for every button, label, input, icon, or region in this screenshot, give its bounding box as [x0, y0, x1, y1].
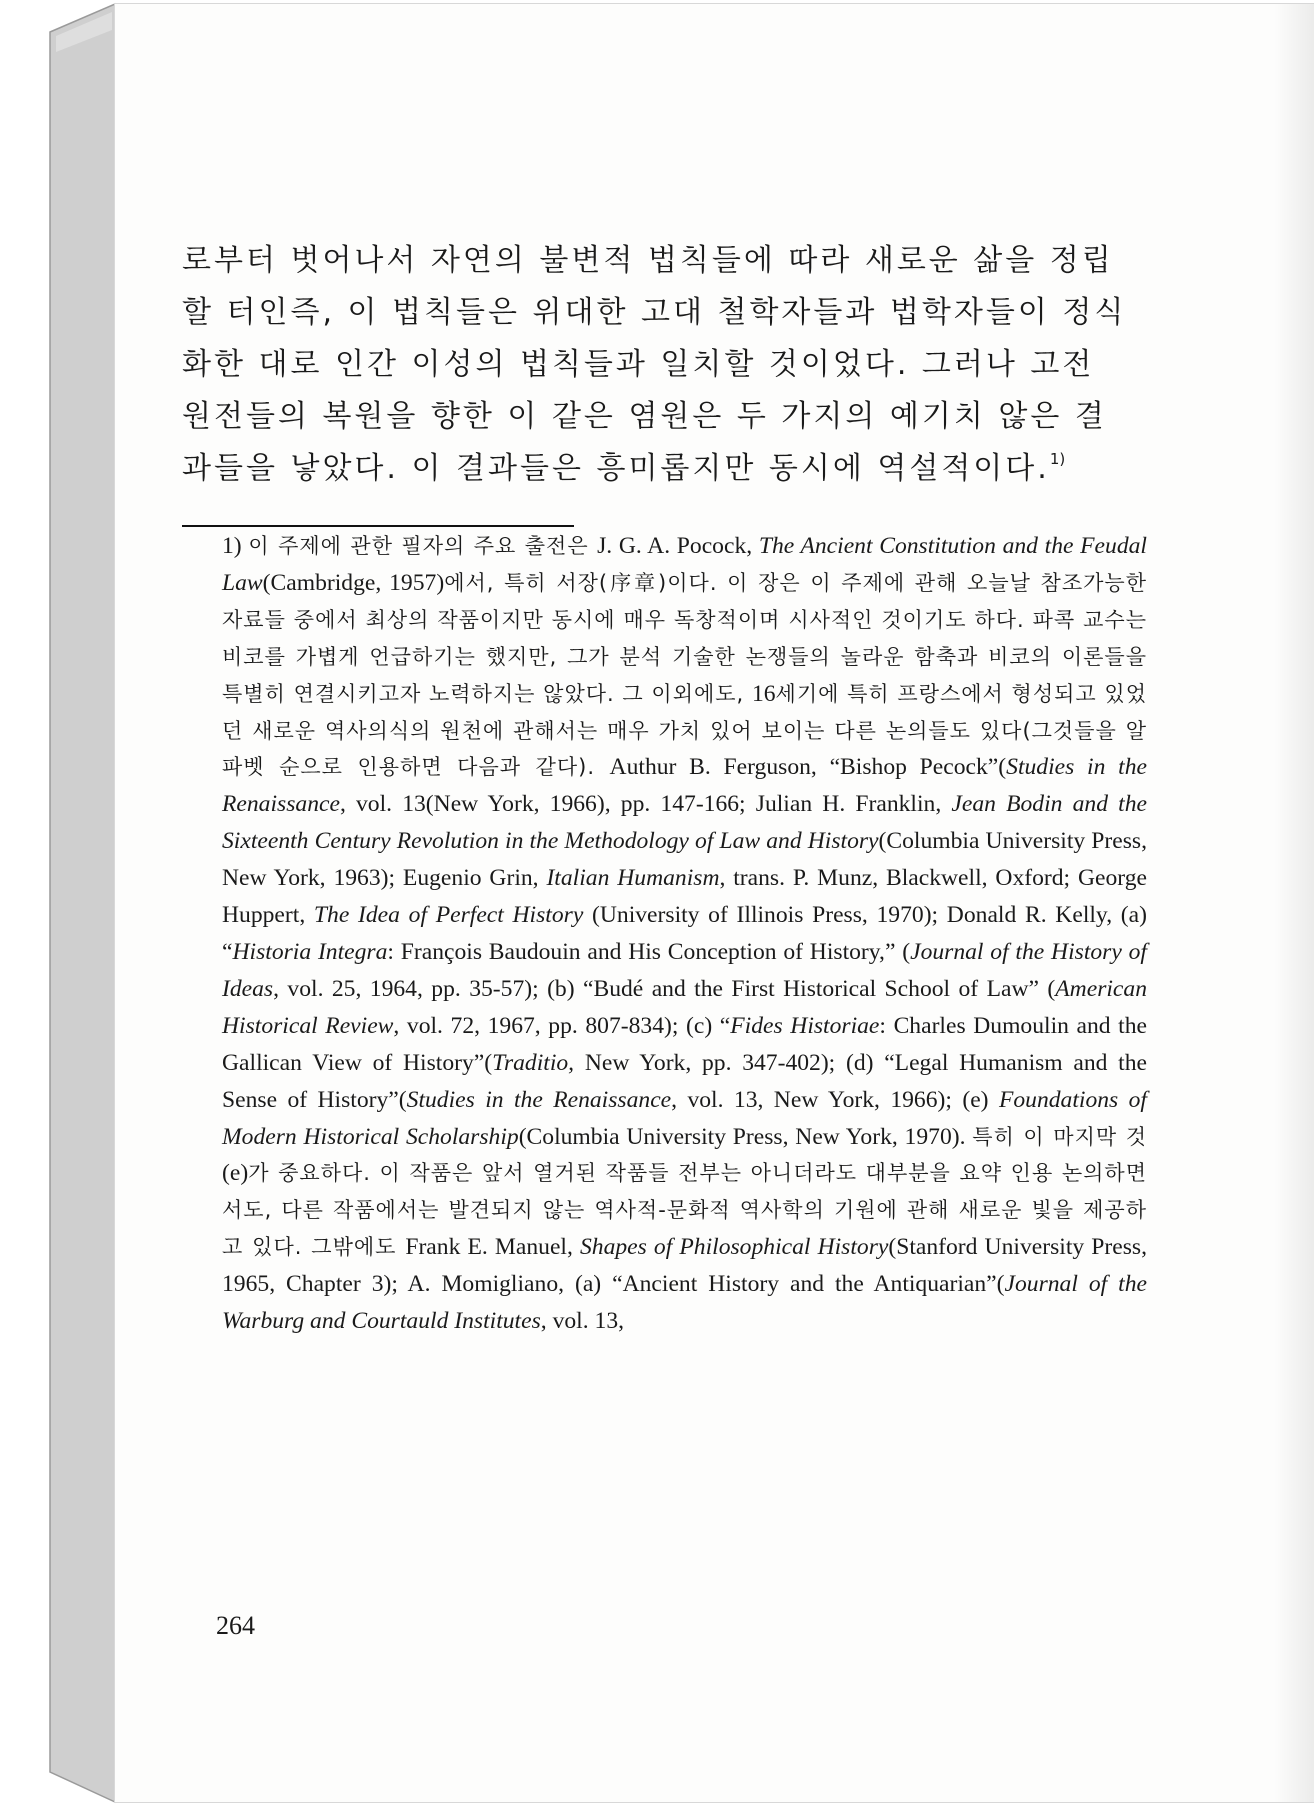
footnote-title: Italian Humanism	[546, 865, 720, 892]
footnote-text: Authur B. Ferguson, “Bishop Pecock”(	[609, 754, 1007, 781]
footnote-title: The Idea of Perfect History	[313, 902, 584, 929]
footnote-text: Frank E. Manuel,	[405, 1234, 580, 1261]
page-edge-shade	[1274, 4, 1314, 1802]
footnote-separator	[182, 525, 574, 527]
footnote-text: 특히 이 마지막 것	[972, 1124, 1147, 1149]
footnote-text: 16	[751, 680, 776, 707]
main-body-text	[182, 235, 1190, 495]
footnote-text: (University of Illinois Press, 1970); Donald R. Kelly, (a) “	[222, 902, 1147, 965]
footnote-title: Journal of the Warburg and Courtauld Institutes	[222, 1271, 1148, 1335]
footnote-title: Historia Integra	[232, 938, 388, 965]
footnote-title: Shapes of Philosophical History	[579, 1234, 889, 1261]
footnote-marker: 1)	[1049, 450, 1066, 468]
footnote-text: : François Baudouin and His Conception of History,” (	[387, 938, 911, 965]
footnote-text: 이 주제에 관한 필자의 주요 출전은	[248, 534, 598, 558]
footnote-title: Journal of the History of Ideas	[222, 938, 1147, 1002]
book-spine-edge	[50, 4, 115, 1802]
footnote-text: (Columbia University Press, New York, 1970).	[518, 1123, 973, 1150]
footnote-text: , trans. P. Munz, Blackwell, Oxford; George Huppert,	[222, 865, 1147, 929]
footnote-title: Jean Bodin and the Sixteenth Century Revolution in the Methodology of Law and History	[222, 791, 1147, 855]
body-line	[182, 443, 1190, 495]
footnote	[222, 528, 1147, 1340]
footnote-text: : Charles Dumoulin and the Gallican View of History”(	[222, 1012, 1147, 1076]
footnote-text: 가 중요하다. 이 작품은 앞서 열거된 작품들 전부는 아니더라도 대부분을 요약 인용 논의하면서도, 다른 작품에서는 발견되지 않는 역사적-문화적 역사학의 기원에 관해 새로운 빛을 제공하고 있다. 그밖에도	[222, 1161, 1147, 1260]
footnote-text: , vol. 13,	[540, 1308, 625, 1335]
body-line: 화한 대로 인간 이성의 법칙들과 일치할 것이었다. 그러나 고전	[182, 347, 1095, 382]
footnote-text: 1)	[222, 533, 249, 559]
footnote-text: (Cambridge, 1957)	[262, 569, 445, 596]
body-line: 할 터인즉, 이 법칙들은 위대한 고대 철학자들과 법학자들이 정식	[182, 295, 1127, 330]
footnote-text: , vol. 72, 1967, pp. 807-834); (c) “	[393, 1012, 731, 1039]
footnote-title: American Historical Review	[222, 975, 1147, 1039]
footnote-text: (Columbia University Press, New York, 1963); Eugenio Grin,	[222, 828, 1147, 892]
footnote-paragraph	[222, 528, 1147, 1340]
footnote-text: , vol. 13, New York, 1966); (e)	[671, 1086, 999, 1113]
footnote-text: 에서, 특히 서장(序章)이다. 이 장은 이 주제에 관해 오늘날 참조가능한 자료들 중에서 최상의 작품이지만 동시에 매우 독창적이며 시사적인 것이기도 하다. 파콕 교수는 비코를 가볍게 언급하기는 했지만, 그가 분석 기술한 논쟁들의 놀라운 함축과 비코의 이론들을 특별히 연결시키고자 노력하지는 않았다. 그 이외에도,	[222, 570, 1147, 706]
footnote-title: Fides Historiae	[730, 1012, 880, 1039]
footnote-text: (Stanford University Press, 1965, Chapter 3); A. Momigliano, (a) “Ancient History and the Antiquarian”(	[222, 1234, 1147, 1298]
footnote-title: Studies in the Renaissance	[222, 754, 1147, 818]
footnote-title: The Ancient Constitution and the Feudal Law	[222, 533, 1147, 596]
footnote-text: , vol. 13(New York, 1966), pp. 147-166; Julian H. Franklin,	[339, 791, 952, 818]
footnote-text: New York, pp. 347-402); (d) “Legal Humanism and the Sense of History”(	[222, 1049, 1147, 1113]
footnote-text: (e)	[222, 1160, 249, 1187]
footnote-text: , vol. 25, 1964, pp. 35-57); (b) “Budé and the First Historical School of Law” (	[273, 975, 1056, 1002]
footnote-text: J. G. A. Pocock,	[597, 533, 759, 559]
body-line: 원전들의 복원을 향한 이 같은 염원은 두 가지의 예기치 않은 결	[182, 399, 1107, 434]
body-line-text: 과들을 낳았다. 이 결과들은 흥미롭지만 동시에 역설적이다.	[182, 451, 1050, 486]
body-line: 로부터 벗어나서 자연의 불변적 법칙들에 따라 새로운 삶을 정립	[182, 243, 1114, 278]
footnote-title: Studies in the Renaissance	[406, 1086, 672, 1113]
footnote-title: Traditio,	[492, 1049, 575, 1076]
footnote-text: 세기에 특히 프랑스에서 형성되고 있었던 새로운 역사의식의 원천에 관해서는 매우 가치 있어 보이는 다른 논의들도 있다(그것들을 알파벳 순으로 인용하면 다음과 같다).	[222, 681, 1147, 780]
footnote-title: Foundations of Modern Historical Scholarship	[222, 1086, 1147, 1150]
page-number: 264	[216, 1611, 255, 1640]
